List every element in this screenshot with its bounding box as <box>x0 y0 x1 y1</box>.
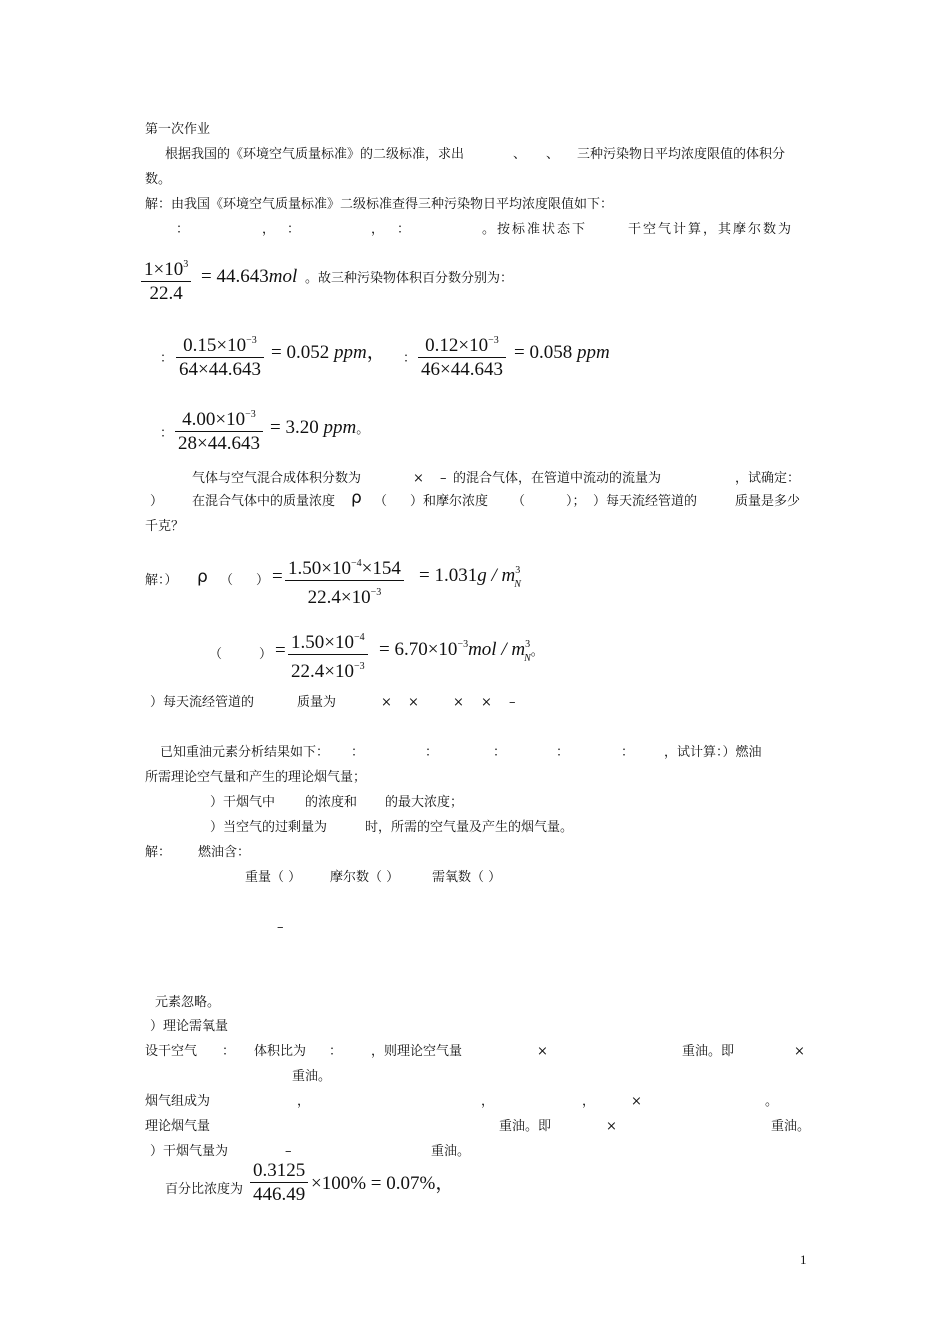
q3-line2: 所需理论空气量和产生的理论烟气量； <box>145 770 367 785</box>
colon: ： <box>160 426 174 441</box>
q2-daily: ）每天流经管道的 <box>150 695 255 710</box>
q3-line3b: 的浓度和 <box>305 795 358 810</box>
q3-df2: 重油。 <box>431 1144 471 1159</box>
page-title: 第一次作业 <box>145 122 211 137</box>
exponent: −3 <box>353 661 365 672</box>
exponent: −4 <box>353 632 365 643</box>
unit: ppm <box>576 342 610 363</box>
q2-line1b: 的混合气体，在管道中流动的流量为 <box>453 471 662 486</box>
q2-line2b: 在混合气体中的质量浓度 <box>192 494 336 509</box>
comma: ， <box>481 1094 495 1109</box>
unit: ppm <box>323 417 357 438</box>
dash: – <box>509 695 516 710</box>
q3-air2: 体积比为 <box>254 1044 307 1059</box>
q3-line3c: 的最大浓度； <box>385 795 464 810</box>
q3-tf1: 重油。即 <box>499 1119 552 1134</box>
mass-conc-rhs <box>419 566 521 590</box>
punct: 。 <box>356 421 370 436</box>
times-sign: × <box>408 695 419 710</box>
comma: ， <box>297 1094 311 1109</box>
equals: = <box>272 566 283 587</box>
fraction-percent <box>250 1160 308 1207</box>
times-sign: × <box>794 1044 805 1059</box>
numerator: 0.15×10 <box>183 335 247 356</box>
q1-comma: ， <box>371 222 385 237</box>
paren: ） <box>259 647 273 662</box>
colon: ： <box>329 1044 343 1059</box>
paren: （ <box>220 573 234 588</box>
colon: ： <box>425 745 439 760</box>
colon: ： <box>621 745 635 760</box>
fraction-molar-conc <box>288 627 368 684</box>
q3-line1b: ，试计算：）燃油 <box>664 745 762 760</box>
numerator: 4.00×10 <box>182 409 246 430</box>
punct: ， <box>435 1173 455 1194</box>
exponent: 3 <box>183 259 189 270</box>
numerator: 1×10 <box>144 259 184 280</box>
no2-rhs <box>514 343 610 362</box>
exponent: 3 <box>515 565 521 576</box>
exponent: −3 <box>246 335 257 346</box>
dash: – <box>440 471 447 486</box>
denominator: 46×44.643 <box>421 359 503 380</box>
exponent: −3 <box>245 409 256 420</box>
fraction-mass-conc <box>285 553 404 610</box>
q3-solution2: 燃油含： <box>198 845 251 860</box>
colon: ： <box>222 1044 236 1059</box>
q3-percent-label: 百分比浓度为 <box>165 1182 244 1197</box>
q2-line3: 千克？ <box>145 519 185 534</box>
times-sign: × <box>537 1044 548 1059</box>
times-sign: × <box>631 1094 642 1109</box>
subscript: N <box>514 579 521 590</box>
q2-line2g: ）每天流经管道的 <box>593 494 698 509</box>
numerator-tail: ×154 <box>361 558 401 579</box>
numerator: 1.50×10 <box>288 558 351 579</box>
fraction-co <box>175 404 263 456</box>
equals: = <box>275 640 286 661</box>
paren: （ <box>374 494 388 509</box>
value: = 3.20 <box>270 417 319 438</box>
paren: ） <box>256 573 270 588</box>
value: ×100% = 0.07% <box>311 1173 436 1194</box>
punct: 。 <box>530 643 544 658</box>
q1-sep: 、 <box>513 147 527 162</box>
value: = 6.70×10 <box>379 639 458 660</box>
q3-air5: 重油。 <box>292 1069 332 1084</box>
denominator: 64×44.643 <box>179 359 261 380</box>
exponent: −3 <box>457 639 469 650</box>
q3-air3: ，则理论空气量 <box>371 1044 463 1059</box>
denominator: 22.4×10 <box>291 661 354 682</box>
q1-colon: ： <box>176 222 190 237</box>
denominator: 446.49 <box>253 1184 306 1205</box>
unit: mol / m <box>468 639 526 660</box>
times-sign: × <box>606 1119 617 1134</box>
q3-theoretical-oxygen: ）理论需氧量 <box>150 1019 229 1034</box>
page-number: 1 <box>800 1252 807 1267</box>
colon: ： <box>493 745 507 760</box>
colon: ： <box>160 351 174 366</box>
unit: g / m <box>477 565 516 586</box>
co-rhs <box>270 418 369 437</box>
q2-daily2: 质量为 <box>297 695 337 710</box>
times-sign: × <box>453 695 464 710</box>
table-header-weight: 重量（ ） <box>245 870 302 885</box>
q1-sep: 、 <box>546 147 560 162</box>
value: = 0.052 <box>271 342 330 363</box>
times-sign: × <box>381 695 392 710</box>
rho-symbol: ρ <box>351 488 362 508</box>
comma: ， <box>582 1094 596 1109</box>
paren: （ <box>209 647 223 662</box>
paren: ）； <box>566 494 586 509</box>
q3-solution: 解： <box>145 845 172 860</box>
punct: ， <box>366 342 386 363</box>
mol-rhs <box>201 267 297 286</box>
period: 。 <box>765 1094 779 1109</box>
paren: ） <box>150 494 164 509</box>
q2-line1c: ，试确定： <box>735 471 801 486</box>
numerator: 1.50×10 <box>291 632 354 653</box>
q2-line1: 气体与空气混合成体积分数为 <box>192 471 362 486</box>
q3-line4a: ）当空气的过剩量为 <box>210 820 328 835</box>
q1-solution: 解：由我国《环境空气质量标准》二级标准查得三种污染物日平均浓度限值如下： <box>145 197 614 212</box>
times-sign: × <box>481 695 492 710</box>
minus-sign: – <box>285 1144 292 1159</box>
molar-conc-rhs <box>379 640 544 664</box>
q2-line2h: 质量是多少 <box>735 494 801 509</box>
value: = 44.643 <box>201 266 269 287</box>
q3-line3a: ）干烟气中 <box>210 795 276 810</box>
q3-air1: 设干空气 <box>145 1044 198 1059</box>
denominator: 22.4 <box>149 283 183 304</box>
percent-rhs <box>311 1174 454 1193</box>
table-header-oxygen: 需氧数（ ） <box>432 870 502 885</box>
q1-colon: ： <box>397 222 411 237</box>
q1-dry: 干空气计算，其摩尔数为 <box>628 222 794 237</box>
q3-flue-composition: 烟气组成为 <box>145 1094 211 1109</box>
q1-comma: ， <box>262 222 276 237</box>
q3-air4: 重油。即 <box>682 1044 735 1059</box>
value: = 0.058 <box>514 342 573 363</box>
denominator: 28×44.643 <box>178 433 260 454</box>
q1-colon: ： <box>287 222 301 237</box>
exponent: −4 <box>350 558 362 569</box>
minus-sign: – <box>277 920 284 935</box>
colon: ： <box>403 351 417 366</box>
paren: （ <box>512 494 526 509</box>
numerator: 0.12×10 <box>425 335 489 356</box>
q3-ignore: 元素忽略。 <box>155 995 221 1010</box>
denominator: 22.4×10 <box>307 587 371 608</box>
mol-tail: 。故三种污染物体积百分数分别为： <box>305 271 514 286</box>
q1-line1: 根据我国的《环境空气质量标准》的二级标准，求出 <box>165 147 465 162</box>
q3-line4b: 时，所需的空气量及产生的烟气量。 <box>365 820 574 835</box>
fraction-so2 <box>176 330 264 382</box>
q2-line2d: ）和摩尔浓度 <box>410 494 489 509</box>
q1-line1-end: 三种污染物日平均浓度限值的体积分 <box>577 147 786 162</box>
subscript: N <box>524 653 531 664</box>
value: = 1.031 <box>419 565 478 586</box>
exponent: −3 <box>370 587 382 598</box>
numerator: 0.3125 <box>250 1160 308 1183</box>
q1-std: 。按标准状态下 <box>482 222 588 237</box>
exponent: 3 <box>525 639 531 650</box>
exponent: −3 <box>488 335 499 346</box>
colon: ： <box>556 745 570 760</box>
table-header-moles: 摩尔数（ ） <box>330 870 400 885</box>
unit: ppm <box>333 342 367 363</box>
q2-solution: 解：） <box>145 573 178 588</box>
q3-dry-flue: ）干烟气量为 <box>150 1144 229 1159</box>
q3-tf2: 重油。 <box>771 1119 811 1134</box>
fraction-no2 <box>418 330 506 382</box>
so2-rhs <box>271 343 386 362</box>
q1-line2: 数。 <box>145 172 172 187</box>
fraction-mol <box>141 254 191 306</box>
rho-symbol: ρ <box>197 567 208 587</box>
unit: mol <box>268 266 298 287</box>
times-sign: × <box>413 471 424 486</box>
q3-line1: 已知重油元素分析结果如下： <box>160 745 330 760</box>
colon: ： <box>351 745 365 760</box>
q3-theoretical-flue: 理论烟气量 <box>145 1119 211 1134</box>
